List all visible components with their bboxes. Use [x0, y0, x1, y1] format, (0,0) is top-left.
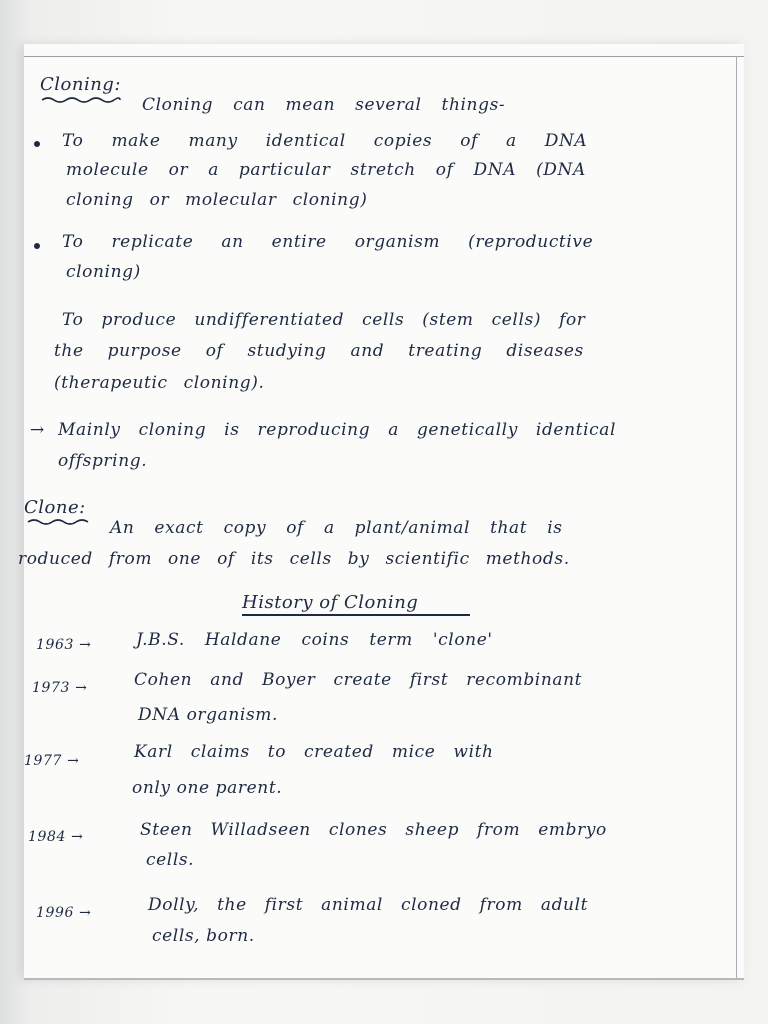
history-entry-1996-line-1: Dolly, the first animal cloned from adult [148, 895, 589, 915]
mainly-line-2: offspring. [58, 451, 148, 471]
page-top-rule [24, 56, 744, 57]
point-2-line-2: cloning) [66, 262, 141, 282]
point-3-line-1: To produce undifferentiated cells (stem cells) for [62, 310, 586, 330]
point-2-line-1: To replicate an entire organism (reproductive [62, 232, 594, 252]
history-year-1984: 1984 → [28, 829, 84, 845]
cloning-heading-underline [40, 96, 122, 104]
history-entry-1973-line-2: DNA organism. [138, 705, 278, 725]
history-heading-underline [242, 614, 470, 616]
point-1-line-1: To make many identical copies of a DNA [62, 131, 588, 151]
history-entry-1963: J.B.S. Haldane coins term 'clone' [136, 630, 493, 650]
bullet-point-1 [34, 141, 40, 147]
history-entry-1973-line-1: Cohen and Boyer create first recombinant [134, 670, 583, 690]
history-entry-1984-line-2: cells. [146, 850, 195, 870]
clone-heading-underline [26, 518, 90, 526]
history-year-1973: 1973 → [32, 680, 88, 696]
mainly-arrow: → [30, 420, 45, 440]
history-entry-1977-line-2: only one parent. [132, 778, 283, 798]
clone-line-2: roduced from one of its cells by scientific methods. [18, 549, 570, 569]
history-entry-1977-line-1: Karl claims to created mice with [134, 742, 494, 762]
point-1-line-3: cloning or molecular cloning) [66, 190, 368, 210]
history-year-1996: 1996 → [36, 905, 92, 921]
clone-heading: Clone: [24, 497, 86, 518]
history-year-1977: 1977 → [24, 753, 80, 769]
point-3-line-3: (therapeutic cloning). [54, 373, 265, 393]
cloning-heading: Cloning: [40, 74, 121, 95]
history-entry-1996-line-2: cells, born. [152, 926, 255, 946]
clone-line-1: An exact copy of a plant/animal that is [110, 518, 563, 538]
history-entry-1984-line-1: Steen Willadseen clones sheep from embryo [140, 820, 607, 840]
right-margin-rule [736, 56, 737, 980]
history-heading: History of Cloning [242, 592, 419, 613]
cloning-intro: Cloning can mean several things- [142, 95, 506, 115]
point-3-line-2: the purpose of studying and treating diseases [54, 341, 584, 361]
bullet-point-2 [34, 243, 40, 249]
point-1-line-2: molecule or a particular stretch of DNA (DNA [66, 160, 586, 180]
page-bottom-edge [24, 978, 744, 980]
mainly-line-1: Mainly cloning is reproducing a genetically identical [58, 420, 616, 440]
history-year-1963: 1963 → [36, 637, 92, 653]
